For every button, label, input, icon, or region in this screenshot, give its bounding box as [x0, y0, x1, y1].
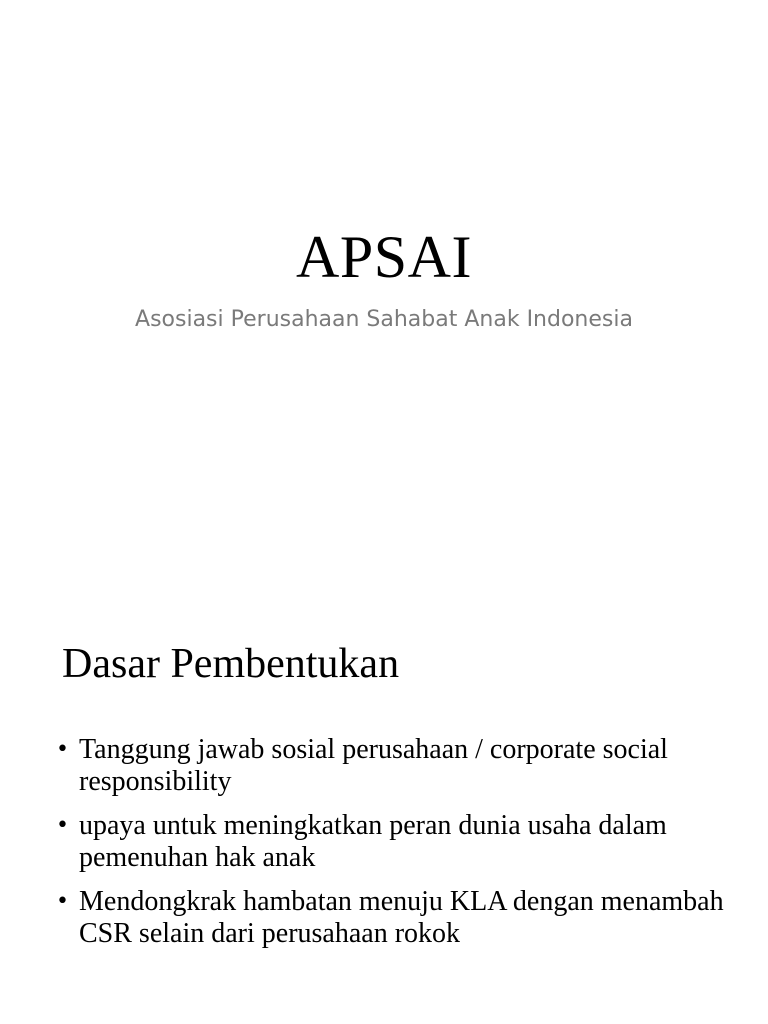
- slide-title-heading: APSAI: [296, 224, 472, 290]
- bullet-icon: •: [56, 813, 69, 838]
- bullet-list: [56, 734, 736, 962]
- bullet-icon: •: [56, 737, 69, 762]
- bullet-item: [56, 734, 736, 798]
- bullet-icon: •: [56, 889, 69, 914]
- slide-content: [0, 576, 768, 1024]
- bullet-text: upaya untuk meningkatkan peran dunia usaha dalam pemenuhan hak anak: [79, 810, 667, 873]
- bullet-item: [56, 810, 736, 874]
- bullet-text: Mendongkrak hambatan menuju KLA dengan menambah CSR selain dari perusahaan rokok: [79, 886, 724, 949]
- slide-heading: Dasar Pembentukan: [62, 641, 400, 687]
- bullet-text: Tanggung jawab sosial perusahaan / corporate social responsibility: [79, 734, 668, 797]
- bullet-item: [56, 886, 736, 950]
- slide-subtitle: Asosiasi Perusahaan Sahabat Anak Indonesia: [135, 307, 633, 332]
